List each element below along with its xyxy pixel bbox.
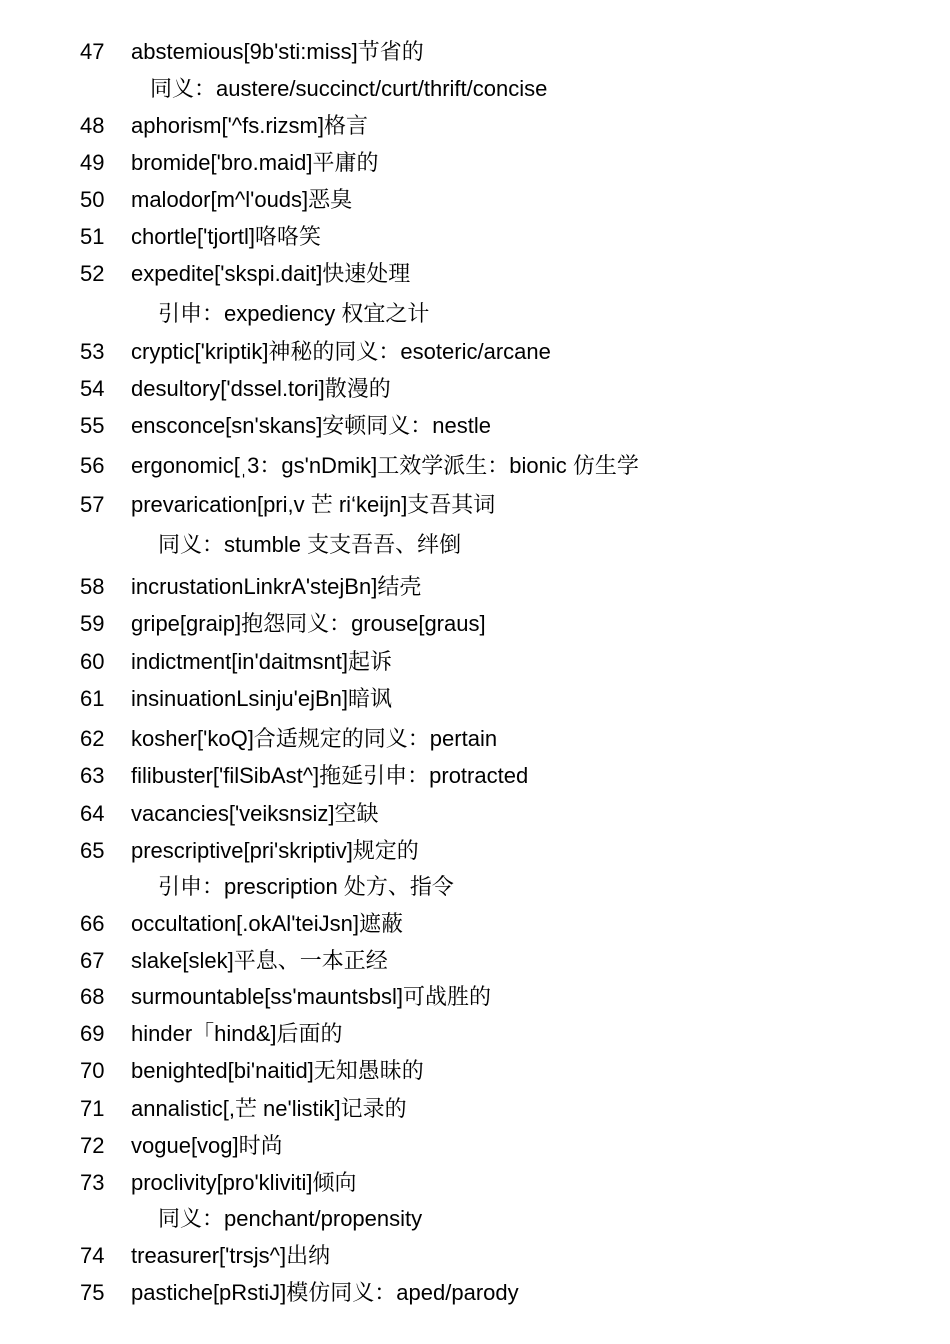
entry-number: 55 — [80, 413, 105, 438]
entry-number: 60 — [80, 649, 105, 674]
entry-text: vacancies['veiksnsiz]空缺 — [131, 801, 379, 826]
entry-text: incrustationLinkrA'stejBn]结壳 — [131, 574, 422, 599]
entry-number: 69 — [80, 1021, 105, 1046]
entry-number: 51 — [80, 224, 105, 249]
entry-number: 56 — [80, 453, 105, 478]
entry-text: annalistic[,芒 ne'listik]记录的 — [131, 1096, 407, 1121]
entry-text: ensconce[sn'skans]安顿同义：nestle — [131, 413, 492, 438]
entry-text: chortle['tjortl]咯咯笑 — [131, 224, 322, 249]
entry-number: 52 — [80, 261, 105, 286]
entry-text: surmountable[ss'mauntsbsl]可战胜的 — [131, 984, 491, 1009]
entry-text: filibuster['filSibAst^]拖延引申：protracted — [131, 763, 529, 788]
entry-text: kosher['koQ]合适规定的同义：pertain — [131, 726, 498, 751]
entry-text: aphorism['^fs.rizsm]格言 — [131, 113, 368, 138]
entry-number: 62 — [80, 726, 105, 751]
entry-text: slake[slek]平息、一本正经 — [131, 948, 388, 973]
entry-text: pastiche[pRstiJ]模仿同义：aped/parody — [131, 1280, 519, 1305]
entry-number: 73 — [80, 1170, 105, 1195]
entry-text: expedite['skspi.dait]快速处理 — [131, 261, 411, 286]
entry-text: prescriptive[pri'skriptiv]规定的 — [131, 838, 419, 863]
entry-text: hinder「hind&]后面的 — [131, 1021, 343, 1046]
entry-text: treasurer['trsjs^]出纳 — [131, 1243, 331, 1268]
entry-text: indictment[in'daitmsnt]起诉 — [131, 649, 392, 674]
entry-number: 47 — [80, 39, 105, 64]
entry-text: abstemious[9b'sti:miss]节省的 — [131, 39, 424, 64]
entry-number: 67 — [80, 948, 105, 973]
entry-text: proclivity[pro'kliviti]倾向 — [131, 1170, 357, 1195]
entry-number: 64 — [80, 801, 105, 826]
entry-number: 49 — [80, 150, 105, 175]
entry-text: malodor[m^l'ouds]恶臭 — [131, 187, 353, 212]
entry-text: gripe[graip]抱怨同义：grouse[graus] — [131, 611, 486, 636]
entry-number: 54 — [80, 376, 105, 401]
entry-text: vogue[vog]时尚 — [131, 1133, 283, 1158]
entry-text: cryptic['kriptik]神秘的同义：esoteric/arcane — [131, 339, 551, 364]
entry-text: ergonomic[ˌ3：gs'nDmik]工效学派生：bionic 仿生学 — [131, 453, 639, 478]
entry-note: 同义：austere/succinct/curt/thrift/concise — [150, 76, 548, 101]
entry-number: 59 — [80, 611, 105, 636]
entry-number: 57 — [80, 492, 105, 517]
entry-number: 61 — [80, 686, 105, 711]
entry-note: 同义：stumble 支支吾吾、绊倒 — [158, 532, 462, 557]
entry-note: 同义：penchant/propensity — [158, 1206, 423, 1231]
entry-note: 引申：prescription 处方、指令 — [158, 874, 454, 899]
entry-number: 68 — [80, 984, 105, 1009]
entry-text: occultation[.okAl'teiJsn]遮蔽 — [131, 911, 403, 936]
entry-text: prevarication[pri,v 芒 ri‘keijn]支吾其词 — [131, 492, 496, 517]
entry-note: 引申：expediency 权宜之计 — [158, 301, 430, 326]
entry-number: 48 — [80, 113, 105, 138]
entry-number: 75 — [80, 1280, 105, 1305]
entry-number: 53 — [80, 339, 105, 364]
entry-text: bromide['bro.maid]平庸的 — [131, 150, 379, 175]
entry-text: insinuationLsinju'ejBn]暗讽 — [131, 686, 393, 711]
entry-number: 74 — [80, 1243, 105, 1268]
entry-number: 63 — [80, 763, 105, 788]
entry-number: 66 — [80, 911, 105, 936]
entry-text: desultory['dssel.tori]散漫的 — [131, 376, 391, 401]
entry-number: 65 — [80, 838, 105, 863]
entry-number: 50 — [80, 187, 105, 212]
entry-number: 72 — [80, 1133, 105, 1158]
entry-number: 71 — [80, 1096, 105, 1121]
entry-number: 58 — [80, 574, 105, 599]
entry-text: benighted[bi'naitid]无知愚昧的 — [131, 1058, 424, 1083]
entry-number: 70 — [80, 1058, 105, 1083]
